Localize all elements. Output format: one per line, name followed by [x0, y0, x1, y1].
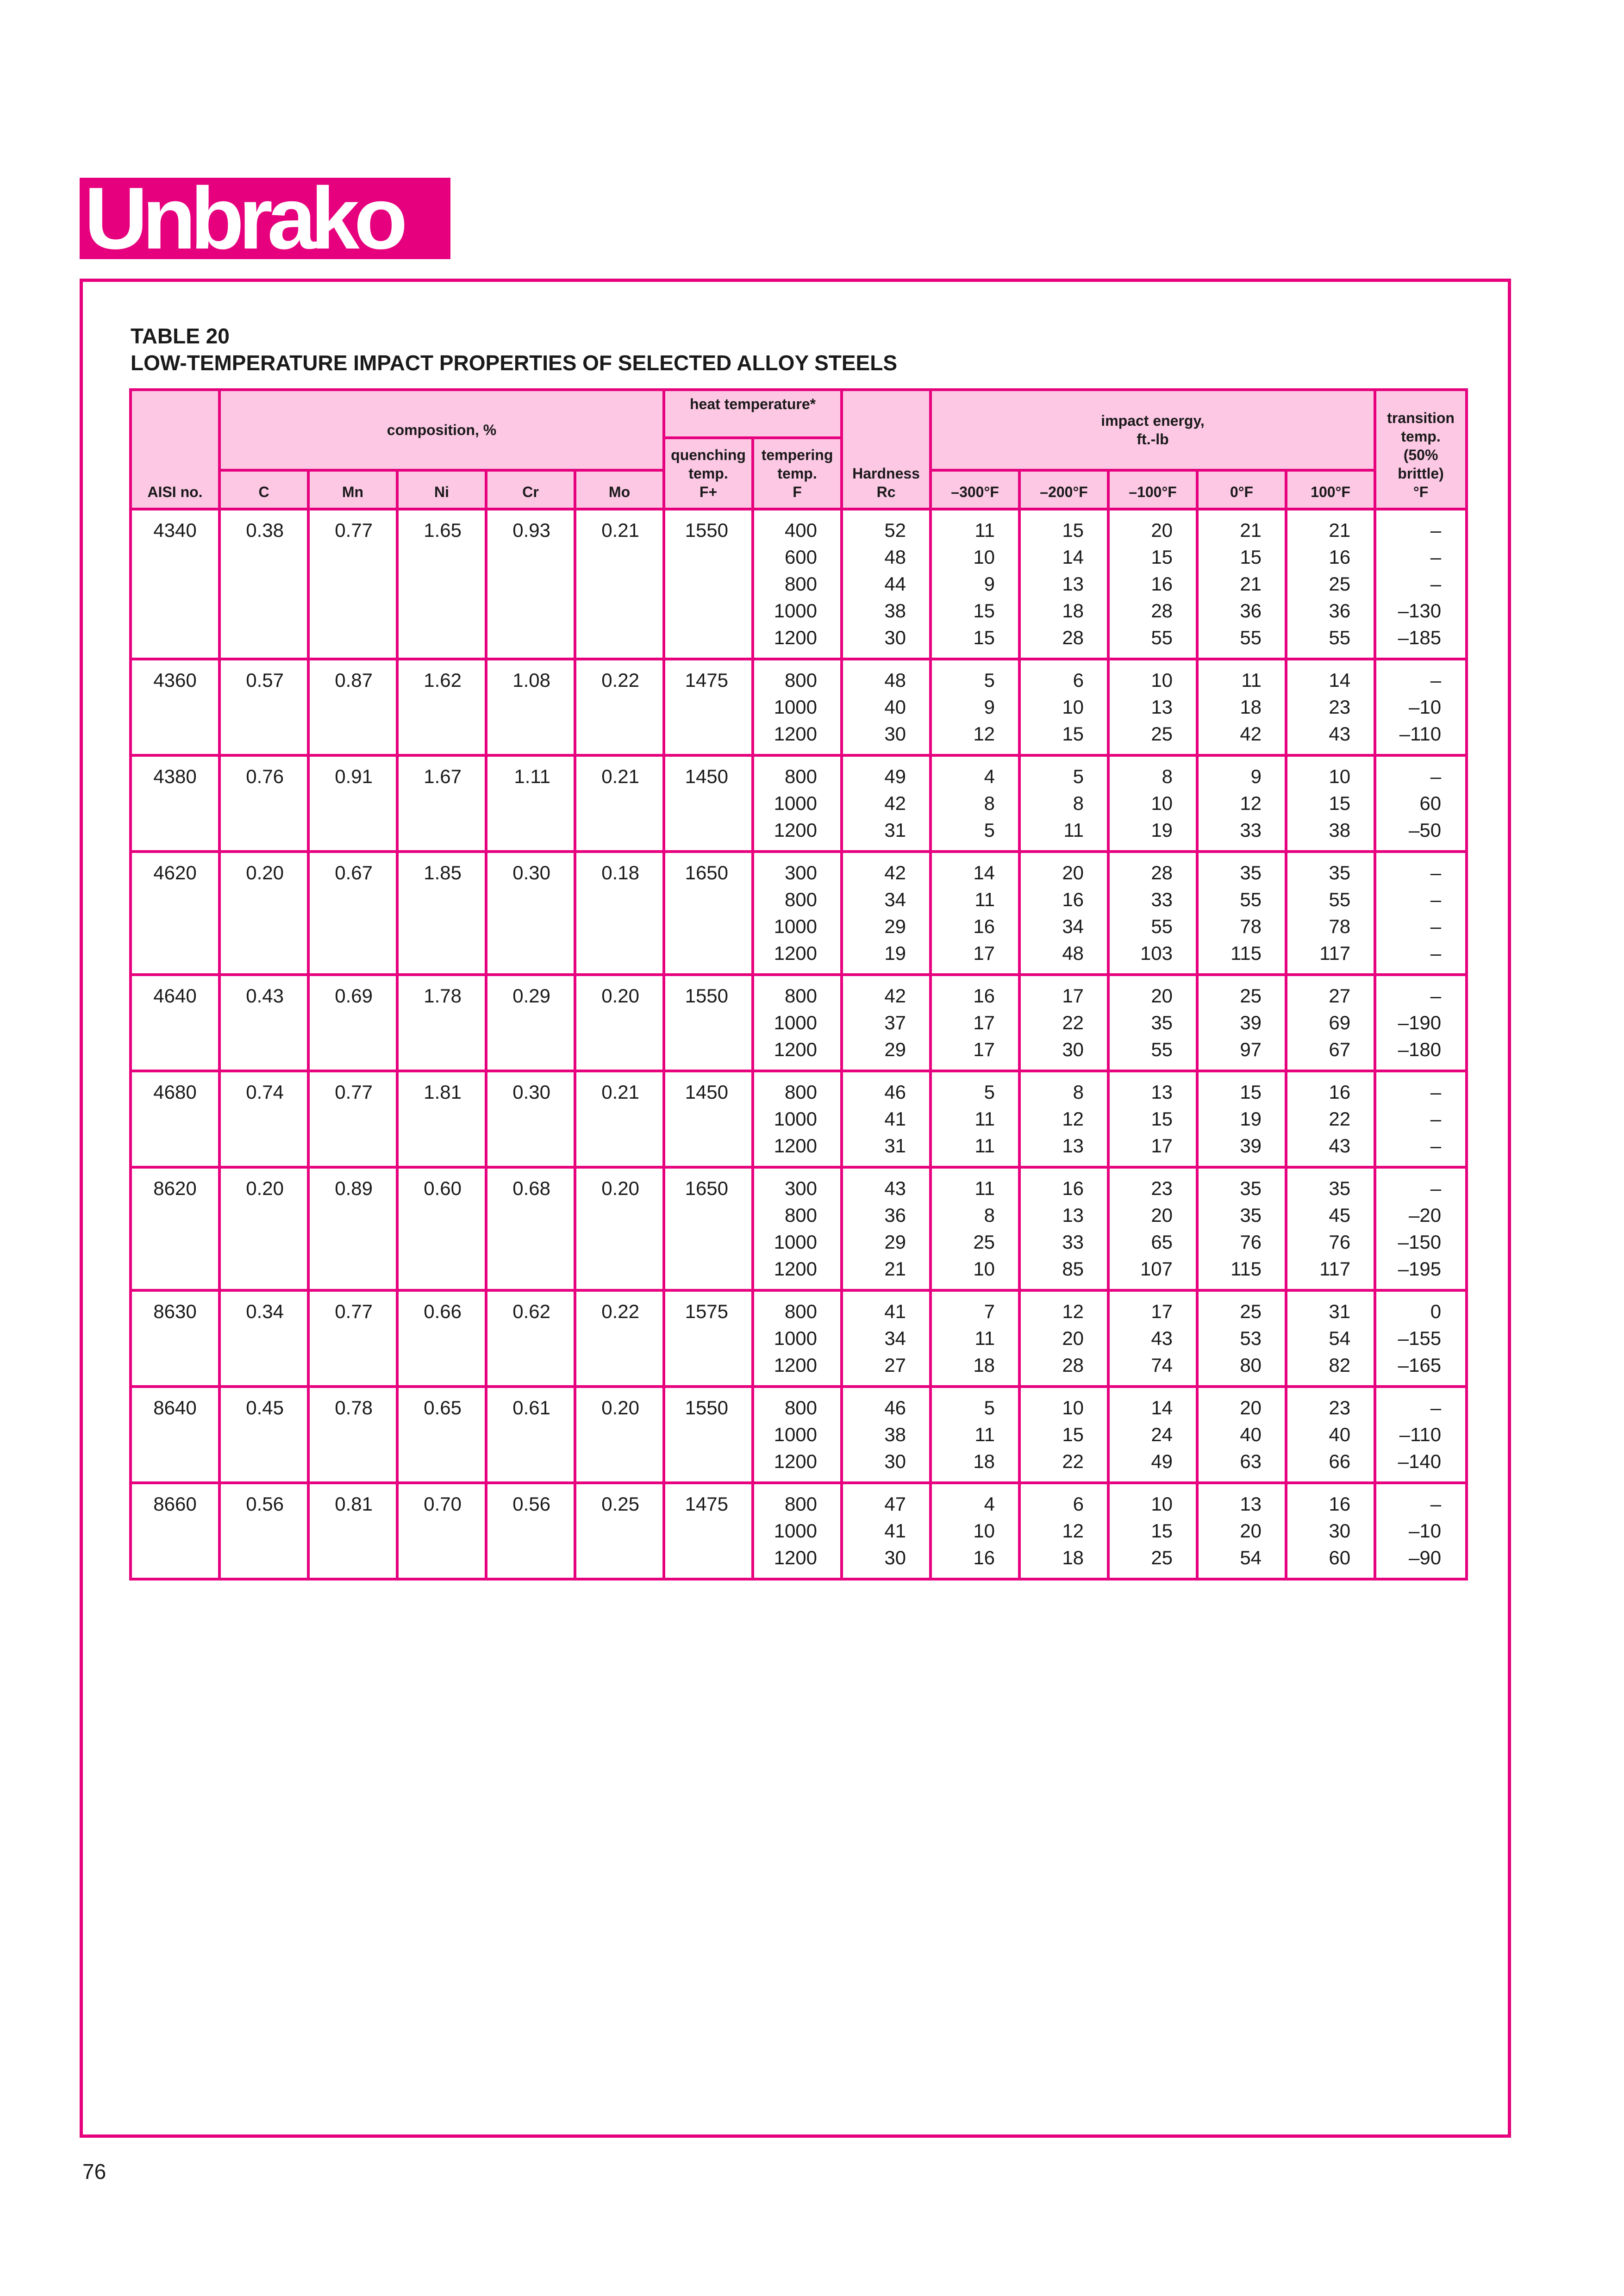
impact-100-header: 100°F: [1286, 470, 1375, 509]
manganese-cell: 0.89: [308, 1167, 397, 1290]
tempering-temp-cell: 800 1000 1200: [753, 1290, 842, 1387]
nickel-cell: 1.62: [397, 659, 486, 755]
quenching-temp-cell: 1550: [664, 509, 753, 659]
impact-100-cell: 16 22 43: [1286, 1071, 1375, 1167]
chromium-cell: 0.61: [486, 1387, 575, 1483]
hardness-cell: 42 37 29: [842, 975, 931, 1071]
impact-minus100-cell: 14 24 49: [1108, 1387, 1197, 1483]
transition-temp-cell: – –190 –180: [1375, 975, 1467, 1071]
impact-minus200-cell: 15 14 13 18 28: [1019, 509, 1108, 659]
chromium-cell: 1.08: [486, 659, 575, 755]
hardness-header: Hardness Rc: [842, 390, 931, 509]
impact-100-cell: 14 23 43: [1286, 659, 1375, 755]
hardness-cell: 52 48 44 38 30: [842, 509, 931, 659]
composition-header: composition, %: [219, 390, 664, 470]
carbon-cell: 0.76: [219, 755, 308, 852]
manganese-cell: 0.77: [308, 1071, 397, 1167]
impact-0-cell: 35 55 78 115: [1197, 852, 1286, 975]
table-title: LOW-TEMPERATURE IMPACT PROPERTIES OF SELECTED ALLOY STEELS: [131, 351, 897, 375]
impact-minus300-cell: 11 8 25 10: [931, 1167, 1019, 1290]
manganese-cell: 0.77: [308, 1290, 397, 1387]
transition-temp-cell: – –20 –150 –195: [1375, 1167, 1467, 1290]
impact-0-cell: 25 39 97: [1197, 975, 1286, 1071]
impact-minus100-cell: 10 15 25: [1108, 1483, 1197, 1579]
impact-minus100-cell: 23 20 65 107: [1108, 1167, 1197, 1290]
carbon-cell: 0.74: [219, 1071, 308, 1167]
chromium-cell: 1.11: [486, 755, 575, 852]
impact-minus200-cell: 20 16 34 48: [1019, 852, 1108, 975]
quenching-temp-cell: 1450: [664, 1071, 753, 1167]
table-row: [131, 755, 1467, 852]
quenching-temp-cell: 1575: [664, 1290, 753, 1387]
impact-0-cell: 35 35 76 115: [1197, 1167, 1286, 1290]
impact-100-cell: 10 15 38: [1286, 755, 1375, 852]
carbon-cell: 0.57: [219, 659, 308, 755]
chromium-cell: 0.30: [486, 852, 575, 975]
table-row: [131, 659, 1467, 755]
table-row: [131, 852, 1467, 975]
tempering-temp-cell: 300 800 1000 1200: [753, 852, 842, 975]
impact-0-cell: 11 18 42: [1197, 659, 1286, 755]
molybdenum-cell: 0.20: [575, 1387, 664, 1483]
impact-0-cell: 13 20 54: [1197, 1483, 1286, 1579]
heat-temperature-header: heat temperature*: [664, 390, 842, 438]
impact-0-cell: 9 12 33: [1197, 755, 1286, 852]
impact-minus300-cell: 4 8 5: [931, 755, 1019, 852]
impact-minus100-cell: 28 33 55 103: [1108, 852, 1197, 975]
impact-minus300-cell: 5 9 12: [931, 659, 1019, 755]
chromium-cell: 0.30: [486, 1071, 575, 1167]
chromium-header: Cr: [486, 470, 575, 509]
tempering-temp-cell: 800 1000 1200: [753, 1387, 842, 1483]
quenching-temp-cell: 1550: [664, 975, 753, 1071]
hardness-cell: 46 38 30: [842, 1387, 931, 1483]
impact-minus200-cell: 10 15 22: [1019, 1387, 1108, 1483]
molybdenum-cell: 0.21: [575, 755, 664, 852]
molybdenum-cell: 0.22: [575, 659, 664, 755]
aisi-header: AISI no.: [131, 470, 219, 509]
nickel-cell: 0.70: [397, 1483, 486, 1579]
hardness-cell: 41 34 27: [842, 1290, 931, 1387]
table-label: TABLE 20: [131, 324, 230, 348]
manganese-cell: 0.69: [308, 975, 397, 1071]
impact-100-cell: 27 69 67: [1286, 975, 1375, 1071]
hardness-cell: 49 42 31: [842, 755, 931, 852]
quenching-temp-cell: 1550: [664, 1387, 753, 1483]
molybdenum-cell: 0.18: [575, 852, 664, 975]
impact-100-cell: 16 30 60: [1286, 1483, 1375, 1579]
manganese-header: Mn: [308, 470, 397, 509]
table-row: [131, 509, 1467, 659]
aisi-header-middle: [131, 438, 219, 470]
impact-minus300-cell: 5 11 11: [931, 1071, 1019, 1167]
impact-minus300-cell: 16 17 17: [931, 975, 1019, 1071]
quenching-temp-header: quenching temp. F+: [664, 438, 753, 509]
nickel-cell: 1.65: [397, 509, 486, 659]
impact-minus300-cell: 14 11 16 17: [931, 852, 1019, 975]
page-number: 76: [82, 2159, 106, 2184]
impact-minus200-header: –200°F: [1019, 470, 1108, 509]
nickel-cell: 0.66: [397, 1290, 486, 1387]
hardness-cell: 46 41 31: [842, 1071, 931, 1167]
impact-energy-header: impact energy, ft.-lb: [931, 390, 1375, 470]
unbrako-logo: Unbrako: [80, 178, 450, 259]
molybdenum-cell: 0.20: [575, 975, 664, 1071]
manganese-cell: 0.87: [308, 659, 397, 755]
impact-0-cell: 20 40 63: [1197, 1387, 1286, 1483]
impact-minus300-cell: 7 11 18: [931, 1290, 1019, 1387]
aisi-cell: 8660: [131, 1483, 219, 1579]
aisi-header-top: [131, 390, 219, 438]
transition-temp-cell: – – – –130 –185: [1375, 509, 1467, 659]
impact-minus200-cell: 8 12 13: [1019, 1071, 1108, 1167]
aisi-cell: 8620: [131, 1167, 219, 1290]
table-header: [131, 390, 1467, 509]
aisi-cell: 4620: [131, 852, 219, 975]
impact-minus100-cell: 20 35 55: [1108, 975, 1197, 1071]
hardness-cell: 42 34 29 19: [842, 852, 931, 975]
aisi-cell: 4380: [131, 755, 219, 852]
impact-minus100-cell: 13 15 17: [1108, 1071, 1197, 1167]
aisi-cell: 8640: [131, 1387, 219, 1483]
impact-minus300-cell: 11 10 9 15 15: [931, 509, 1019, 659]
transition-temp-header: transition temp. (50% brittle) °F: [1375, 390, 1467, 509]
impact-minus100-cell: 10 13 25: [1108, 659, 1197, 755]
impact-minus100-header: –100°F: [1108, 470, 1197, 509]
chromium-cell: 0.68: [486, 1167, 575, 1290]
carbon-cell: 0.34: [219, 1290, 308, 1387]
molybdenum-cell: 0.21: [575, 1071, 664, 1167]
impact-minus300-header: –300°F: [931, 470, 1019, 509]
tempering-temp-cell: 800 1000 1200: [753, 1483, 842, 1579]
tempering-temp-cell: 800 1000 1200: [753, 975, 842, 1071]
impact-minus200-cell: 12 20 28: [1019, 1290, 1108, 1387]
carbon-cell: 0.38: [219, 509, 308, 659]
chromium-cell: 0.56: [486, 1483, 575, 1579]
nickel-cell: 1.85: [397, 852, 486, 975]
impact-minus200-cell: 16 13 33 85: [1019, 1167, 1108, 1290]
nickel-header: Ni: [397, 470, 486, 509]
impact-0-cell: 21 15 21 36 55: [1197, 509, 1286, 659]
chromium-cell: 0.93: [486, 509, 575, 659]
manganese-cell: 0.78: [308, 1387, 397, 1483]
manganese-cell: 0.67: [308, 852, 397, 975]
impact-100-cell: 23 40 66: [1286, 1387, 1375, 1483]
table-row: [131, 1071, 1467, 1167]
impact-minus200-cell: 5 8 11: [1019, 755, 1108, 852]
hardness-cell: 47 41 30: [842, 1483, 931, 1579]
aisi-cell: 4360: [131, 659, 219, 755]
impact-0-cell: 15 19 39: [1197, 1071, 1286, 1167]
impact-minus100-cell: 17 43 74: [1108, 1290, 1197, 1387]
nickel-cell: 1.81: [397, 1071, 486, 1167]
tempering-temp-cell: 800 1000 1200: [753, 755, 842, 852]
nickel-cell: 1.78: [397, 975, 486, 1071]
table-row: [131, 1483, 1467, 1579]
impact-properties-table: [129, 388, 1468, 1580]
impact-minus200-cell: 6 12 18: [1019, 1483, 1108, 1579]
nickel-cell: 0.65: [397, 1387, 486, 1483]
table-row: [131, 1387, 1467, 1483]
tempering-temp-cell: 800 1000 1200: [753, 659, 842, 755]
hardness-cell: 48 40 30: [842, 659, 931, 755]
chromium-cell: 0.62: [486, 1290, 575, 1387]
table-body: [131, 509, 1467, 1579]
carbon-cell: 0.56: [219, 1483, 308, 1579]
aisi-cell: 4680: [131, 1071, 219, 1167]
aisi-cell: 4340: [131, 509, 219, 659]
tempering-temp-cell: 800 1000 1200: [753, 1071, 842, 1167]
molybdenum-header: Mo: [575, 470, 664, 509]
quenching-temp-cell: 1650: [664, 852, 753, 975]
impact-0-cell: 25 53 80: [1197, 1290, 1286, 1387]
nickel-cell: 0.60: [397, 1167, 486, 1290]
manganese-cell: 0.91: [308, 755, 397, 852]
carbon-header: C: [219, 470, 308, 509]
impact-minus100-cell: 8 10 19: [1108, 755, 1197, 852]
impact-minus300-cell: 4 10 16: [931, 1483, 1019, 1579]
carbon-cell: 0.43: [219, 975, 308, 1071]
manganese-cell: 0.81: [308, 1483, 397, 1579]
quenching-temp-cell: 1450: [664, 755, 753, 852]
quenching-temp-cell: 1475: [664, 659, 753, 755]
quenching-temp-cell: 1650: [664, 1167, 753, 1290]
impact-minus100-cell: 20 15 16 28 55: [1108, 509, 1197, 659]
aisi-cell: 8630: [131, 1290, 219, 1387]
chromium-cell: 0.29: [486, 975, 575, 1071]
aisi-cell: 4640: [131, 975, 219, 1071]
impact-minus200-cell: 17 22 30: [1019, 975, 1108, 1071]
impact-100-cell: 31 54 82: [1286, 1290, 1375, 1387]
molybdenum-cell: 0.25: [575, 1483, 664, 1579]
quenching-temp-cell: 1475: [664, 1483, 753, 1579]
impact-minus200-cell: 6 10 15: [1019, 659, 1108, 755]
transition-temp-cell: – – – –: [1375, 852, 1467, 975]
transition-temp-cell: – –110 –140: [1375, 1387, 1467, 1483]
carbon-cell: 0.45: [219, 1387, 308, 1483]
impact-minus300-cell: 5 11 18: [931, 1387, 1019, 1483]
impact-100-cell: 35 55 78 117: [1286, 852, 1375, 975]
impact-100-cell: 35 45 76 117: [1286, 1167, 1375, 1290]
tempering-temp-cell: 300 800 1000 1200: [753, 1167, 842, 1290]
transition-temp-cell: – – –: [1375, 1071, 1467, 1167]
tempering-temp-cell: 400 600 800 1000 1200: [753, 509, 842, 659]
transition-temp-cell: – –10 –90: [1375, 1483, 1467, 1579]
molybdenum-cell: 0.22: [575, 1290, 664, 1387]
carbon-cell: 0.20: [219, 1167, 308, 1290]
transition-temp-cell: – 60 –50: [1375, 755, 1467, 852]
hardness-cell: 43 36 29 21: [842, 1167, 931, 1290]
nickel-cell: 1.67: [397, 755, 486, 852]
manganese-cell: 0.77: [308, 509, 397, 659]
carbon-cell: 0.20: [219, 852, 308, 975]
molybdenum-cell: 0.21: [575, 509, 664, 659]
molybdenum-cell: 0.20: [575, 1167, 664, 1290]
table-row: [131, 1167, 1467, 1290]
transition-temp-cell: 0 –155 –165: [1375, 1290, 1467, 1387]
impact-100-cell: 21 16 25 36 55: [1286, 509, 1375, 659]
table-row: [131, 975, 1467, 1071]
table-row: [131, 1290, 1467, 1387]
impact-0-header: 0°F: [1197, 470, 1286, 509]
tempering-temp-header: tempering temp. F: [753, 438, 842, 509]
transition-temp-cell: – –10 –110: [1375, 659, 1467, 755]
